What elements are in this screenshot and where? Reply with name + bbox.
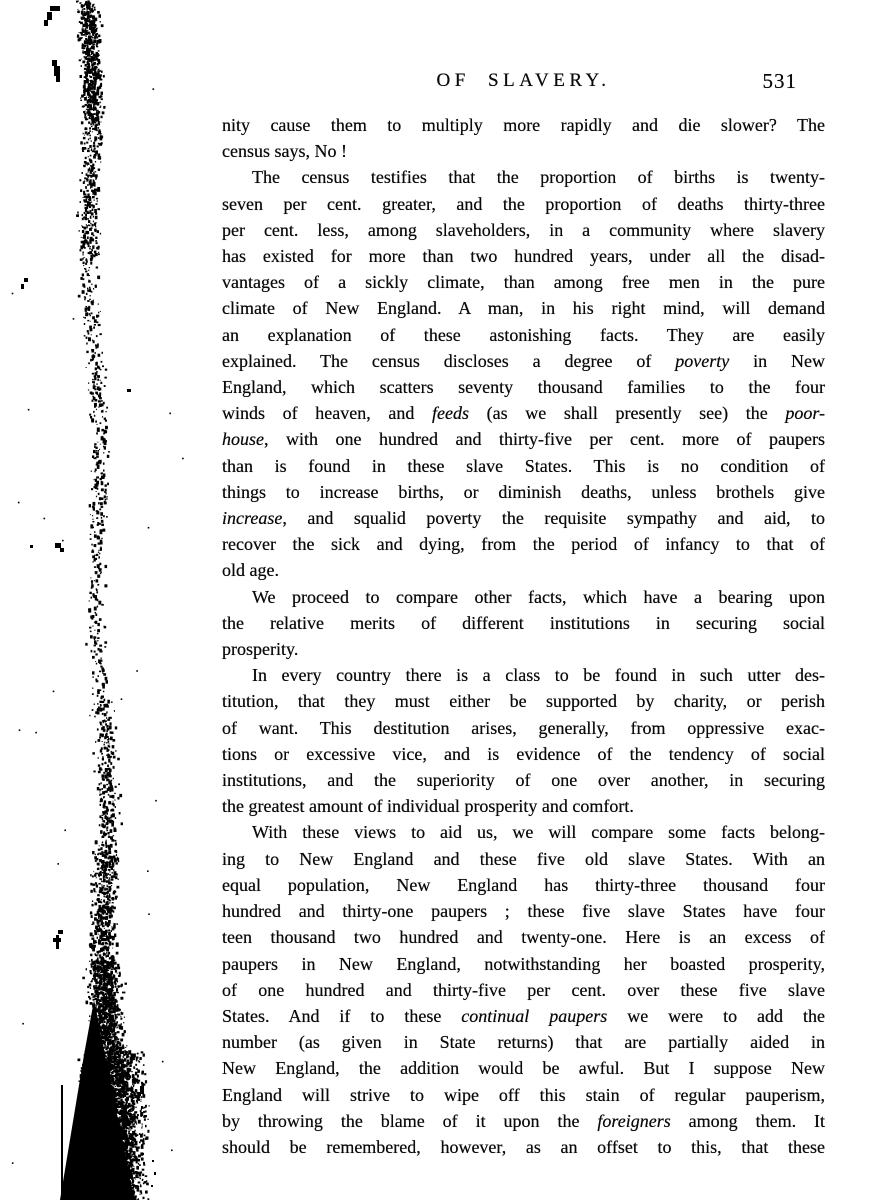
- text-line: explained. The census discloses a degree of poverty in New: [222, 350, 825, 371]
- paragraph: [222, 112, 825, 164]
- running-header: [222, 70, 825, 98]
- text-line: hundred and thirty-one paupers ; these five slave States have four: [222, 901, 825, 922]
- text-line: things to increase births, or diminish deaths, unless brothels give: [222, 481, 825, 502]
- body-text: [222, 112, 825, 1160]
- text-line: prosperity.: [222, 639, 299, 660]
- text-line: per cent. less, among slaveholders, in a community where slavery: [222, 219, 825, 240]
- text-line: England will strive to wipe off this stain of regular pauperism,: [222, 1084, 825, 1105]
- text-line: census says, No !: [222, 141, 347, 162]
- text-line: the greatest amount of individual prosperity and comfort.: [222, 796, 634, 817]
- text-line: The census testifies that the proportion of births is twenty-: [252, 167, 825, 188]
- text-line: of want. This destitution arises, generally, from oppressive exac-: [222, 717, 825, 738]
- text-line: old age.: [222, 560, 279, 581]
- text-line: teen thousand two hundred and twenty-one. Here is an excess of: [222, 927, 825, 948]
- paragraph: [222, 584, 825, 663]
- text-line: States. And if to these continual paupers we were to add the: [222, 1005, 825, 1026]
- text-line: recover the sick and dying, from the period of infancy to that of: [222, 534, 825, 555]
- text-line: the relative merits of different institutions in securing social: [222, 612, 825, 633]
- text-line: titution, that they must either be supported by charity, or perish: [222, 691, 825, 712]
- paragraph: [222, 662, 825, 819]
- text-line: house, with one hundred and thirty-five per cent. more of paupers: [222, 429, 825, 450]
- text-line: of one hundred and thirty-five per cent. over these five slave: [222, 979, 825, 1000]
- page-number: 531: [762, 69, 797, 93]
- text-line: institutions, and the superiority of one over another, in securing: [222, 770, 825, 791]
- text-line: nity cause them to multiply more rapidly and die slower? The: [222, 115, 825, 135]
- paragraph: [222, 164, 825, 583]
- text-line: number (as given in State returns) that are partially aided in: [222, 1032, 825, 1053]
- text-line: should be remembered, however, as an offset to this, that these: [222, 1136, 825, 1157]
- text-line: climate of New England. A man, in his right mind, will demand: [222, 298, 825, 319]
- text-line: England, which scatters seventy thousand families to the four: [222, 377, 825, 398]
- text-line: seven per cent. greater, and the proportion of deaths thirty-three: [222, 193, 825, 214]
- text-line: an explanation of these astonishing facts. They are easily: [222, 324, 825, 345]
- text-line: In every country there is a class to be found in such utter des-: [252, 665, 825, 686]
- text-line: ing to New England and these five old slave States. With an: [222, 848, 825, 869]
- text-line: than is found in these slave States. This is no condition of: [222, 455, 825, 476]
- text-line: paupers in New England, notwithstanding her boasted prosperity,: [222, 953, 825, 974]
- text-line: We proceed to compare other facts, which have a bearing upon: [252, 586, 825, 607]
- text-line: has existed for more than two hundred years, under all the disad-: [222, 246, 825, 267]
- paragraph: [222, 819, 825, 1160]
- text-line: winds of heaven, and feeds (as we shall presently see) the poor-: [222, 403, 825, 424]
- text-line: tions or excessive vice, and is evidence of the tendency of social: [222, 743, 825, 764]
- text-line: by throwing the blame of it upon the foreigners among them. It: [222, 1110, 826, 1131]
- text-line: vantages of a sickly climate, than among free men in the pure: [222, 272, 825, 293]
- text-line: equal population, New England has thirty-three thousand four: [222, 874, 825, 895]
- text-line: increase, and squalid poverty the requisite sympathy and aid, to: [222, 508, 825, 529]
- text-line: With these views to aid us, we will compare some facts belong-: [252, 822, 825, 843]
- running-header-title: OF SLAVERY.: [436, 70, 611, 91]
- text-line: New England, the addition would be awful. But I suppose New: [222, 1058, 825, 1079]
